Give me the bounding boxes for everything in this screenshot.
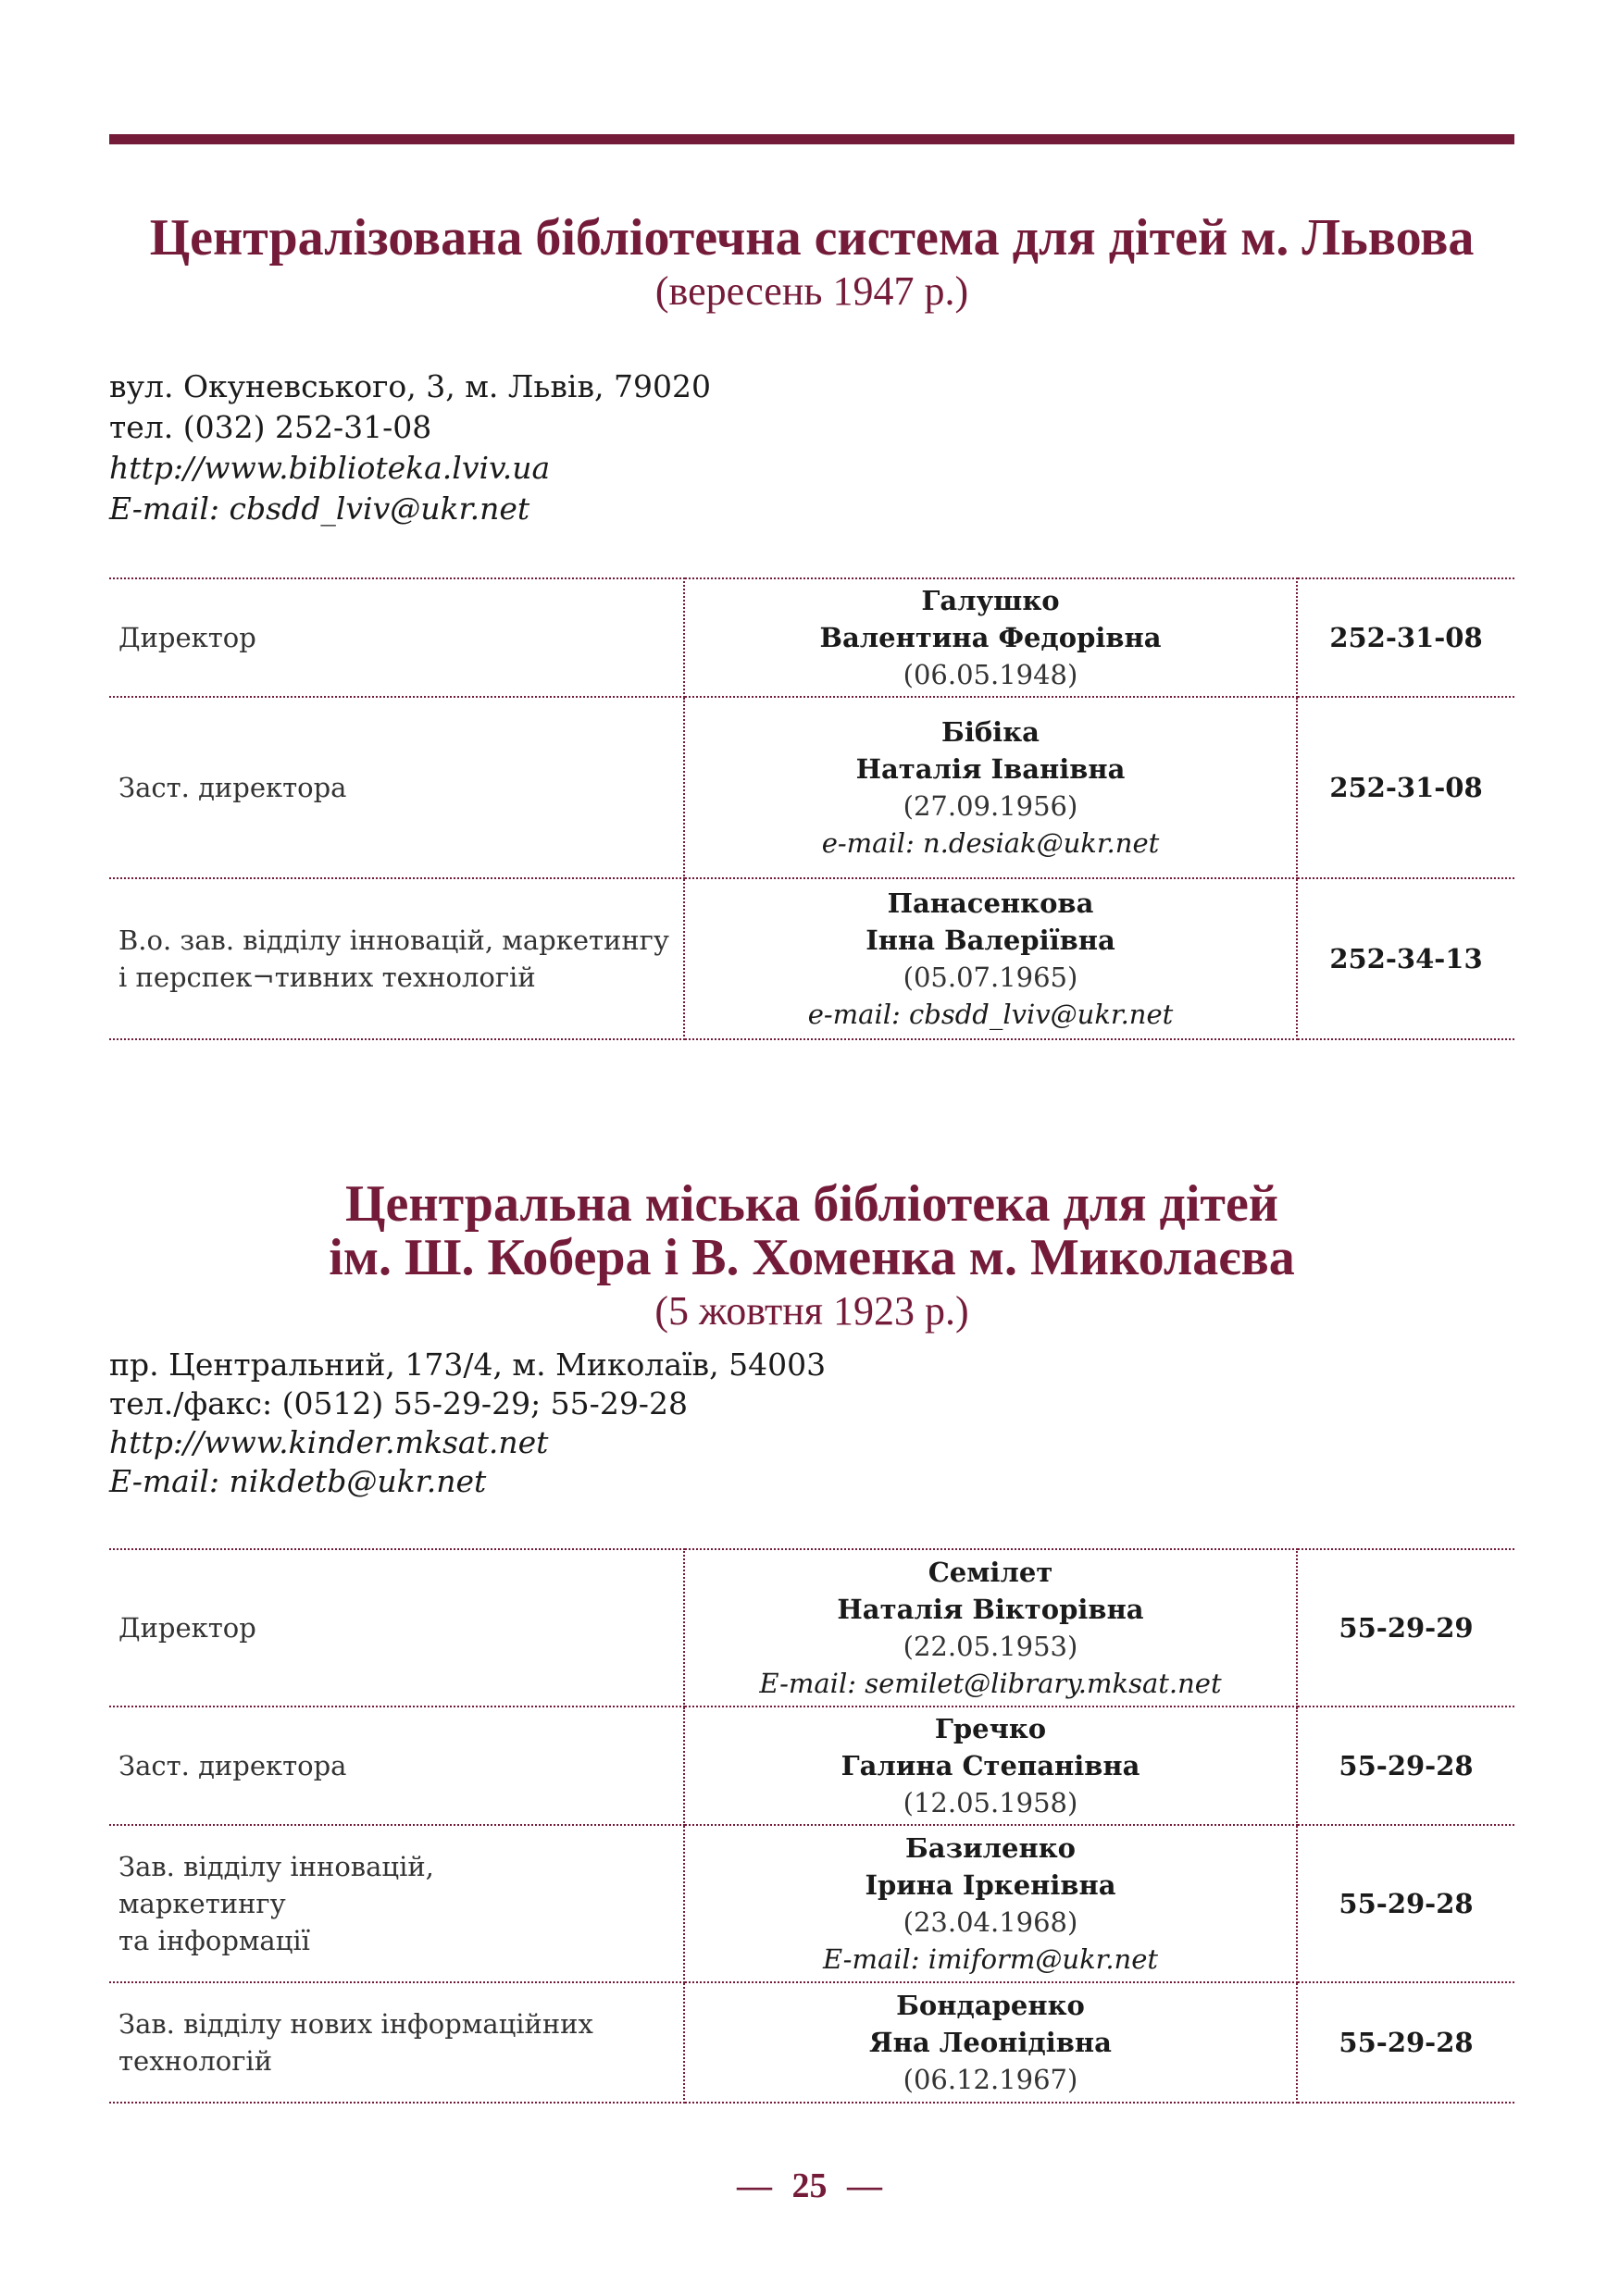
section-title-line2: ім. Ш. Кобера і В. Хоменка м. Миколаєва	[329, 1229, 1295, 1286]
phone-fax: тел./факс: (0512) 55-29-29; 55-29-28	[109, 1385, 688, 1421]
surname: Семілет	[928, 1557, 1053, 1588]
section-title: Централізована бібліотечна система для дітей м. Львова	[149, 209, 1475, 267]
birth-date: (06.05.1948)	[903, 659, 1078, 690]
position-cell: Заст. директора	[109, 697, 684, 878]
founded-date: (5 жовтня 1923 р.)	[654, 1288, 969, 1334]
given-names: Наталія Вікторівна	[837, 1594, 1144, 1625]
person-cell	[684, 878, 1297, 1039]
website-link[interactable]: http://www.biblioteka.lviv.ua	[109, 450, 551, 486]
given-names: Наталія Іванівна	[855, 753, 1126, 785]
given-names: Інна Валеріївна	[866, 925, 1115, 956]
section-lviv	[109, 211, 1514, 529]
staff-table-lviv	[109, 577, 1514, 1040]
birth-date: (22.05.1953)	[903, 1631, 1078, 1662]
person-cell	[684, 1706, 1297, 1825]
section-mykolaiv	[109, 1177, 1514, 1501]
table-row	[109, 1549, 1514, 1706]
person-cell	[684, 1825, 1297, 1982]
position-cell	[109, 1825, 684, 1982]
birth-date: (23.04.1968)	[903, 1906, 1078, 1938]
surname: Панасенкова	[887, 887, 1094, 919]
page-footer	[0, 2166, 1619, 2206]
phone-cell: 252-34-13	[1297, 878, 1514, 1039]
table-row	[109, 1825, 1514, 1982]
table-row	[109, 1982, 1514, 2103]
email-link[interactable]: e-mail: cbsdd_lviv@ukr.net	[807, 999, 1174, 1030]
person-cell	[684, 697, 1297, 878]
website-link[interactable]: http://www.kinder.mksat.net	[109, 1424, 549, 1460]
surname: Гречко	[934, 1713, 1047, 1744]
person-cell	[684, 1549, 1297, 1706]
given-names: Яна Леонідівна	[869, 2027, 1112, 2058]
table-row	[109, 697, 1514, 878]
birth-date: (12.05.1958)	[903, 1787, 1078, 1818]
phone-cell: 55-29-28	[1297, 1825, 1514, 1982]
position-cell: Директор	[109, 578, 684, 697]
table-row	[109, 1706, 1514, 1825]
person-cell	[684, 1982, 1297, 2103]
section-title-line1: Центральна міська бібліотека для дітей	[344, 1175, 1279, 1233]
position-line: та інформації	[118, 1925, 310, 1956]
surname: Базиленко	[905, 1832, 1076, 1864]
phone-cell: 55-29-28	[1297, 1706, 1514, 1825]
position-cell: В.о. зав. відділу інновацій, маркетингу і перспек¬тивних технологій	[109, 878, 684, 1039]
email-link[interactable]: E-mail: nikdetb@ukr.net	[109, 1463, 487, 1499]
staff-table-mykolaiv	[109, 1548, 1514, 2104]
phone: тел. (032) 252-31-08	[109, 409, 432, 445]
person-cell	[684, 578, 1297, 697]
address: вул. Окуневського, 3, м. Львів, 79020	[109, 368, 712, 404]
contact-block	[109, 1346, 1514, 1501]
given-names: Галина Степанівна	[841, 1750, 1140, 1781]
position-cell: Заст. директора	[109, 1706, 684, 1825]
phone-cell: 252-31-08	[1297, 697, 1514, 878]
surname: Галушко	[921, 585, 1060, 616]
birth-date: (27.09.1956)	[903, 790, 1078, 822]
surname: Бондаренко	[896, 1990, 1085, 2021]
phone-cell: 55-29-29	[1297, 1549, 1514, 1706]
email-link[interactable]: E-mail: imiform@ukr.net	[822, 1943, 1159, 1975]
address: пр. Центральний, 173/4, м. Миколаїв, 54003	[109, 1347, 827, 1383]
birth-date: (05.07.1965)	[903, 962, 1078, 993]
surname: Бібіка	[941, 716, 1040, 748]
birth-date: (06.12.1967)	[903, 2064, 1078, 2095]
position-cell: Зав. відділу нових інформаційних технологій	[109, 1982, 684, 2103]
email-link[interactable]: e-mail: n.desiak@ukr.net	[821, 827, 1160, 859]
footer-dash-right: —	[847, 2166, 882, 2205]
email-link[interactable]: E-mail: semilet@library.mksat.net	[759, 1668, 1222, 1699]
given-names: Ірина Іркенівна	[865, 1869, 1116, 1901]
given-names: Валентина Федорівна	[819, 622, 1162, 653]
position-line: маркетингу	[118, 1888, 286, 1919]
phone-cell: 55-29-28	[1297, 1982, 1514, 2103]
table-row	[109, 878, 1514, 1039]
position-line: Зав. відділу інновацій,	[118, 1851, 434, 1882]
footer-dash-left: —	[737, 2166, 772, 2205]
phone-cell: 252-31-08	[1297, 578, 1514, 697]
contact-block	[109, 366, 1514, 529]
email-link[interactable]: E-mail: cbsdd_lviv@ukr.net	[109, 490, 530, 527]
table-row	[109, 578, 1514, 697]
top-rule	[109, 134, 1514, 144]
page-number: 25	[791, 2166, 828, 2205]
position-cell: Директор	[109, 1549, 684, 1706]
founded-date: (вересень 1947 р.)	[654, 268, 969, 314]
